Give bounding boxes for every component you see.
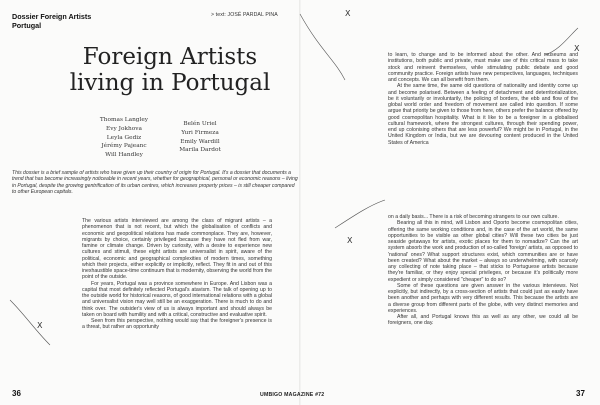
curve-line-top	[300, 14, 345, 80]
artist-name: Belén Uriel	[183, 121, 217, 127]
page-number-right: 37	[576, 389, 585, 398]
artist-names-right	[165, 120, 235, 155]
body-paragraph: Bearing all this in mind, will Lisbon and Oporto become cosmopolitan cities, offering the same working conditions and, in the case of the art world, the same opportunities to be visible as other global cities? Will these two cities be just seaside getaways for artists, exotic places for them to nomadize? Can the art system absorb the work and production of so-called 'foreign' artists, as opposed to 'national' ones? What support structures exist, which communities are or have been created? What about the market – always so underwhelming, with scarcely any collecting of note taking place – that sticks to Portuguese artists because they're familiar, or they enjoy special privileges, or because it's politically more expedient or simply considered "cheaper" to do so?	[388, 220, 578, 283]
body-paragraph: to learn, to change and to be informed about the other. And museums and institutions, both public and private, must make use of this critical mass to take stock and reinvent themselves, while stimulating public debate and good community practice. Foreign artists have new perspectives, languages, techniques and concepts. We can all benefit from them.	[388, 52, 578, 83]
artist-name: Will Handley	[105, 152, 143, 159]
artist-name: Leyla Gediz	[106, 134, 142, 141]
magazine-footer: UMBIGO MAGAZINE #72	[260, 392, 325, 398]
body-paragraph: on a daily basis... There is a risk of becoming strangers to our own culture.	[388, 214, 559, 220]
body-paragraph: Some of these questions are given answer in the various interviews. Not explicitly, but indirectly, by a cross-section of artists that could just as easily have been another and perhaps with very different results. This because the artists are a diverse group from different parts of the globe, with very distinct memories and experiences.	[388, 282, 578, 314]
article-intro: This dossier is a brief sample of artists who have given up their country of origin for Portugal. It's a dossier that documents a trend that has become increasingly noticeable in recent years, whether for geographical, personal or economic reasons – living in Portugal, despite the growing gentrification of its urban centres, which increases property prices – is still cheaper compared to other European capitals.	[12, 170, 298, 196]
body-column-right-page-bottom	[388, 214, 578, 327]
x-mark-mid-left: X	[37, 321, 43, 330]
artist-name: Yuri Firmeza	[181, 129, 219, 136]
body-paragraph: Seen from this perspective, nothing would say that the foreigner's presence is a threat, but rather an opportunity	[82, 318, 272, 331]
artist-name: Emily Wardill	[180, 138, 220, 145]
article-title-line2: living in Portugal	[69, 70, 271, 96]
article-title	[55, 44, 285, 96]
body-column-right-page-top	[388, 52, 578, 146]
artist-names-left	[84, 116, 164, 160]
artist-name: Marila Dardot	[179, 147, 221, 154]
section-title-line1: Dossier Foreign Artists	[12, 12, 92, 21]
article-title-line1: Foreign Artists	[82, 44, 258, 70]
page-number-left: 36	[12, 389, 21, 398]
author-credit: > text: JOSÉ PARDAL PINA	[211, 12, 278, 18]
curve-line-left	[10, 300, 50, 345]
x-mark-mid-right: X	[347, 236, 353, 245]
body-paragraph: The various artists interviewed are among the class of migrant artists – a phenomenon that is not recent, but which the globalisation of conflicts and economic and geopolitical relations has made commonplace. They are, however, migrants by choice, certainly privileged because they have not fled from war, famine or climate change. Driven by curiosity, with a desire to experience new cultures and stimuli, these eight artists are universalist in spirit, aware of the political, economic and geographical complexities of modern times, something which their projects, either explicitly or implicitly, reflect. They fit in and out of this inexhaustible space-time continuum that is modernity, observing the world from the point of the outside.	[82, 218, 272, 281]
body-column-left-page	[82, 218, 272, 331]
artist-name: Thomas Langley	[99, 117, 149, 123]
body-paragraph: For years, Portugal was a province somewhere in Europe. And Lisbon was a capital that most definitely reflected Portugal's atavism. The talk of opening up to the outside world for historical reasons, of good international relations with a global and universalist vision may well still be an exaggeration. There is much to do and think over. The outsider's view of us is always important and should always be taken on board with humility and with a critical, constructive and evaluative spirit.	[82, 280, 272, 318]
curve-line-right	[335, 200, 385, 228]
x-mark-top-right: X	[574, 44, 580, 53]
artist-name: Evy Jokhova	[106, 125, 142, 132]
body-paragraph: At the same time, the same old questions of nationality and identity come up and become polarised. Between a feeling of detachment and deterritorialization, be it voluntarily or involuntarily, the policing of borders, the ebb and flow of the global world order and freedom of movement are called into question. If some argue that priority be given to those from here, others prefer the balance offered by good cosmopolitan hospitality. What is it like to be a foreigner in a globalised cultural framework, where the strongest cultures, through their spending power, end up colonising others that are less powerful? We might be in Portugal, in the United Kingdom or India, but we are devouring content produced in the United States of America	[388, 83, 578, 146]
x-mark-top-left: X	[345, 9, 351, 18]
artist-name: Jérémy Pajeanc	[101, 143, 147, 150]
body-paragraph: After all, and Portugal knows this as well as any other, we could all be foreigners, one day.	[388, 314, 578, 327]
curve-line-top-right	[545, 28, 578, 55]
section-title-line2: Portugal	[12, 21, 42, 30]
